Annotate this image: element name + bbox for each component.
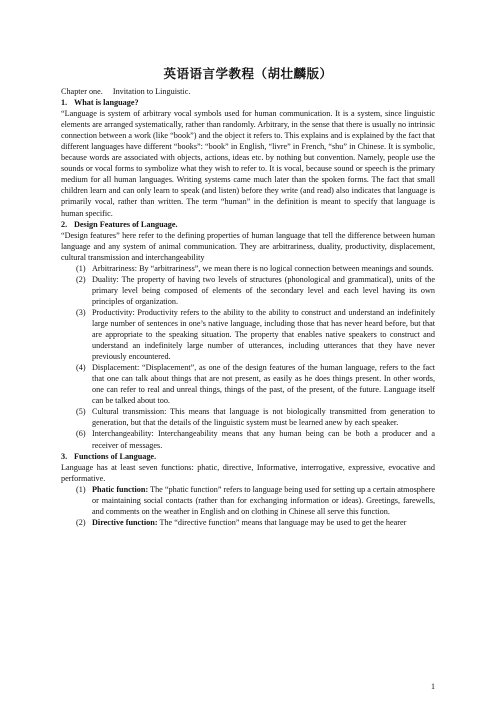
list-marker: (2)	[76, 274, 86, 284]
section-heading-1	[61, 97, 435, 108]
section-heading-2	[61, 219, 435, 230]
list-item-text: Arbitrariness: By “arbitrariness”, we mean there is no logical connection between meanings and sounds.	[92, 263, 434, 273]
section-paragraph: “Design features” here refer to the defining properties of human language that tell the difference between human language and any system of animal communication. They are arbitrariness, duality, productivity, displacement, cultural transmission and interchangeability	[61, 230, 435, 262]
function-term: Phatic function:	[92, 484, 149, 494]
function-term: Directive function:	[92, 517, 158, 527]
list-marker: (1)	[76, 263, 86, 273]
document-title: 英语语言学教程（胡壮麟版）	[163, 66, 333, 81]
section-paragraph: “Language is system of arbitrary vocal symbols used for human communication. It is a system, since linguistic elements are arranged systematically, rather than randomly. Arbitrary, in the sense that there is usually no intrinsic connection between a work (like “book”) and the object it refers to. This explains and is explained by the fact that different languages have different “books”: “book” in English, “livre” in French, “shu” in Chinese. It is symbolic, because words are associated with objects, actions, ideas etc. by nothing but convention. Namely, people use the sounds or vocal forms to symbolize what they wish to refer to. It is vocal, because sound or speech is the primary medium for all human languages. Writing systems came much later than the spoken forms. The fact that small children learn and can only learn to speak (and listen) before they write (and read) also indicates that language is primarily vocal, rather than written. The term “human” in the definition is meant to specify that language is human specific.	[61, 109, 435, 218]
list-item-text: Interchangeability: Interchangeability means that any human being can be both a producer and a receiver of messages.	[92, 429, 435, 450]
list-item	[61, 428, 435, 450]
section-number: 1.	[61, 98, 68, 108]
chapter-line	[61, 86, 435, 97]
list-marker: (4)	[76, 363, 86, 373]
list-marker: (6)	[76, 429, 86, 439]
list-item	[61, 484, 435, 517]
list-item	[61, 274, 435, 307]
functions-list	[61, 484, 435, 528]
list-marker: (2)	[76, 517, 86, 527]
list-item	[61, 362, 435, 406]
list-item-text: Cultural transmission: This means that language is not biologically transmitted from generation to generation, but that the details of the linguistic system must be learned anew by each speaker.	[92, 407, 435, 428]
section-heading-3	[61, 451, 435, 462]
chapter-name: Invitation to Linguistic.	[112, 87, 191, 96]
document-body	[61, 86, 435, 528]
list-item	[61, 263, 435, 274]
section-title: Functions of Language.	[74, 451, 157, 461]
list-marker: (5)	[76, 407, 86, 417]
section-title: Design Features of Language.	[74, 219, 178, 229]
list-marker: (3)	[76, 307, 86, 317]
section-title: What is language?	[74, 98, 139, 108]
page-number: 1	[431, 682, 435, 691]
design-features-list	[61, 263, 435, 451]
list-item-text: The “directive function” means that language may be used to get the hearer	[157, 517, 407, 527]
list-item-text: Duality: The property of having two levels of structures (phonological and grammatical), units of the primary level being composed of elements of the secondary level and each level having its own principles of organization.	[92, 274, 435, 306]
list-item-text: Displacement: “Displacement”, as one of the design features of the human language, refers to the fact that one can talk about things that are not present, as easily as he does things present. In other words, one can refer to real and unreal things, things of the past, of the present, of the future. Language itself can be talked about too.	[92, 363, 435, 406]
list-item	[61, 406, 435, 428]
chapter-label: Chapter one.	[61, 87, 103, 96]
list-item-text: Productivity: Productivity refers to the ability to the ability to construct and understand an indefinitely large number of sentences in one’s native language, including those that has never heard before, but that are appropriate to the speaking situation. The property that enables native speakers to construct and understand an indefinitely large number of utterances, including utterances that they have never previously encountered.	[92, 307, 435, 362]
section-number: 3.	[61, 451, 68, 461]
list-marker: (1)	[76, 484, 86, 494]
list-item	[61, 307, 435, 362]
section-paragraph: Language has at least seven functions: phatic, directive, Informative, interrogative, expressive, evocative and performative.	[61, 462, 435, 483]
list-item-text: The “phatic function” refers to language being used for setting up a certain atmosphere or maintaining social contacts (rather than for exchanging information or ideas). Greetings, farewells, and comments on the weather in English and on clothing in Chinese all serve this function.	[92, 484, 435, 516]
section-number: 2.	[61, 219, 68, 229]
list-item	[61, 517, 435, 528]
